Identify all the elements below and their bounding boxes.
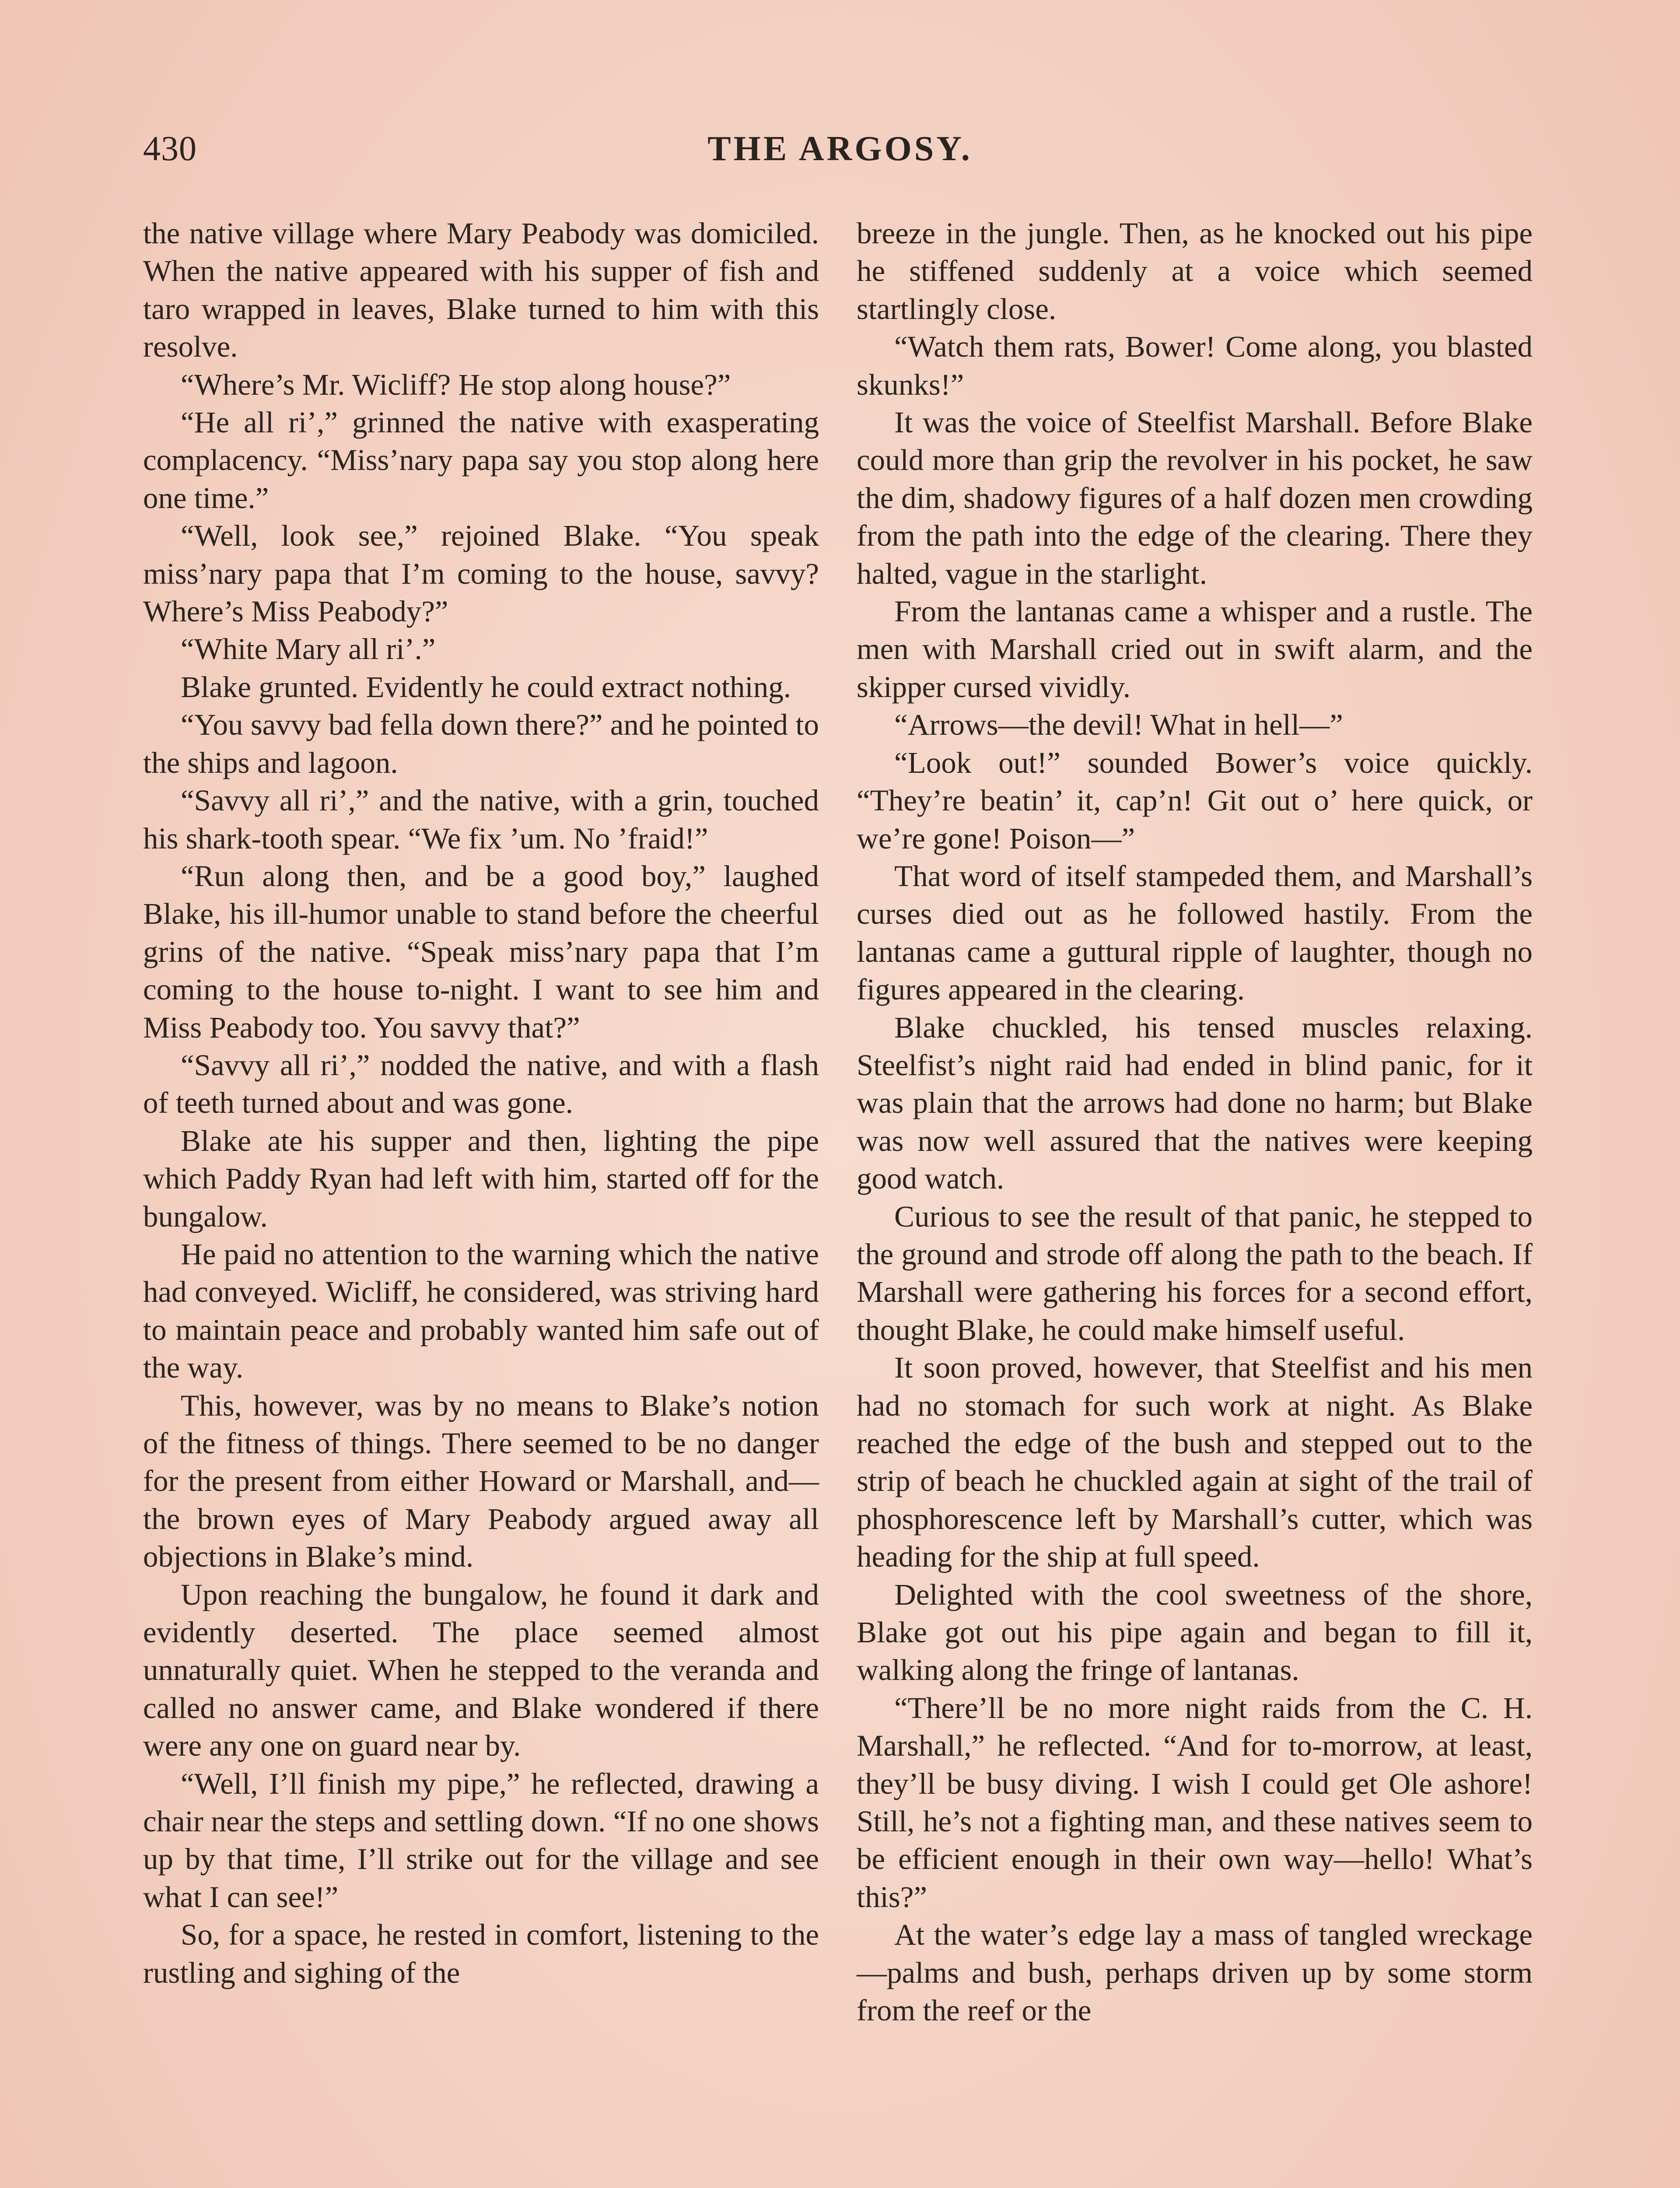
paragraph: At the water’s edge lay a mass of tangled wreckage—palms and bush, perhaps driven up by some storm from the reef or the: [857, 1918, 1533, 2027]
paragraph: Curious to see the result of that panic, he stepped to the ground and strode off along the path to the beach. If Marshall were gathering his forces for a second effort, thought Blake, he could make himself useful.: [857, 1199, 1533, 1346]
paragraph: “Arrows—the devil! What in hell—”: [894, 708, 1343, 742]
paragraph: This, however, was by no means to Blake’s notion of the fitness of things. There seemed to be no danger for the present from either Howard or Marshall, and—the brown eyes of Mary Peabody argued away all objections in Blake’s mind.: [143, 1389, 819, 1574]
paragraph: “Watch them rats, Bower! Come along, you blasted skunks!”: [857, 330, 1533, 401]
paragraph: “Savvy all ri’,” nodded the native, and with a flash of teeth turned about and was gone.: [143, 1048, 819, 1120]
paragraph: breeze in the jungle. Then, as he knocked out his pipe he stiffened suddenly at a voice which seemed startlingly close.: [857, 217, 1533, 326]
paragraph: He paid no attention to the warning which the native had conveyed. Wicliff, he considered, was striving hard to maintain peace and probably wanted him safe out of the way.: [143, 1237, 819, 1385]
paragraph: Upon reaching the bungalow, he found it dark and evidently deserted. The place seemed almost unnaturally quiet. When he stepped to the veranda and called no answer came, and Blake wondered if there were any one on guard near by.: [143, 1578, 819, 1763]
left-column: [143, 214, 819, 1992]
paragraph: It soon proved, however, that Steelfist and his men had no stomach for such work at night. As Blake reached the edge of the bush and stepped out to the strip of beach he chuckled again at sight of the trail of phosphorescence left by Marshall’s cutter, which was heading for the ship at full speed.: [857, 1351, 1533, 1574]
paragraph: “Run along then, and be a good boy,” laughed Blake, his ill-humor unable to stand before the cheerful grins of the native. “Speak miss’nary papa that I’m coming to the house to-night. I want to see him and Miss Peabody too. You savvy that?”: [143, 859, 819, 1044]
paragraph: “White Mary all ri’.”: [181, 632, 436, 666]
paragraph: That word of itself stampeded them, and Marshall’s curses died out as he followed hastily. From the lantanas came a guttural ripple of laughter, though no figures appeared in the clearing.: [857, 859, 1533, 1006]
running-head: THE ARGOSY.: [707, 130, 973, 168]
paragraph: “Look out!” sounded Bower’s voice quickly. “They’re beatin’ it, cap’n! Git out o’ here quick, or we’re gone! Poison—”: [857, 746, 1533, 855]
paragraph: It was the voice of Steelfist Marshall. Before Blake could more than grip the revolver in his pocket, he saw the dim, shadowy figures of a half dozen men crowding from the path into the edge of the clearing. There they halted, vague in the starlight.: [857, 406, 1533, 590]
page-number: 430: [143, 130, 197, 168]
paragraph: “Well, look see,” rejoined Blake. “You speak miss’nary papa that I’m coming to the house, savvy? Where’s Miss Peabody?”: [143, 519, 819, 628]
paragraph: Delighted with the cool sweetness of the shore, Blake got out his pipe again and began to fill it, walking along the fringe of lantanas.: [857, 1578, 1533, 1687]
paragraph: “Savvy all ri’,” and the native, with a grin, touched his shark-tooth spear. “We fix ’um. No ’fraid!”: [143, 784, 819, 855]
paragraph: “You savvy bad fella down there?” and he pointed to the ships and lagoon.: [143, 708, 819, 779]
paragraph: “There’ll be no more night raids from the C. H. Marshall,” he reflected. “And for to-morrow, at least, they’ll be busy diving. I wish I could get Ole ashore! Still, he’s not a fighting man, and these natives seem to be efficient enough in their own way—hello! What’s this?”: [857, 1691, 1533, 1914]
paragraph: “Where’s Mr. Wicliff? He stop along house?”: [181, 368, 731, 401]
right-column: [857, 214, 1533, 2030]
paragraph: From the lantanas came a whisper and a rustle. The men with Marshall cried out in swift alarm, and the skipper cursed vividly.: [857, 595, 1533, 704]
paragraph: “He all ri’,” grinned the native with exasperating complacency. “Miss’nary papa say you stop along here one time.”: [143, 406, 819, 515]
paragraph: Blake ate his supper and then, lighting the pipe which Paddy Ryan had left with him, started off for the bungalow.: [143, 1124, 819, 1233]
paragraph: the native village where Mary Peabody was domiciled. When the native appeared with his supper of fish and taro wrapped in leaves, Blake turned to him with this resolve.: [143, 217, 819, 364]
paragraph: Blake chuckled, his tensed muscles relaxing. Steelfist’s night raid had ended in blind panic, for it was plain that the arrows had done no harm; but Blake was now well assured that the natives were keeping good watch.: [857, 1010, 1533, 1196]
paragraph: So, for a space, he rested in comfort, listening to the rustling and sighing of the: [143, 1918, 819, 1989]
paragraph: “Well, I’ll finish my pipe,” he reflected, drawing a chair near the steps and settling down. “If no one shows up by that time, I’ll strike out for the village and see what I can see!”: [143, 1767, 819, 1914]
paragraph: Blake grunted. Evidently he could extract nothing.: [181, 670, 791, 704]
